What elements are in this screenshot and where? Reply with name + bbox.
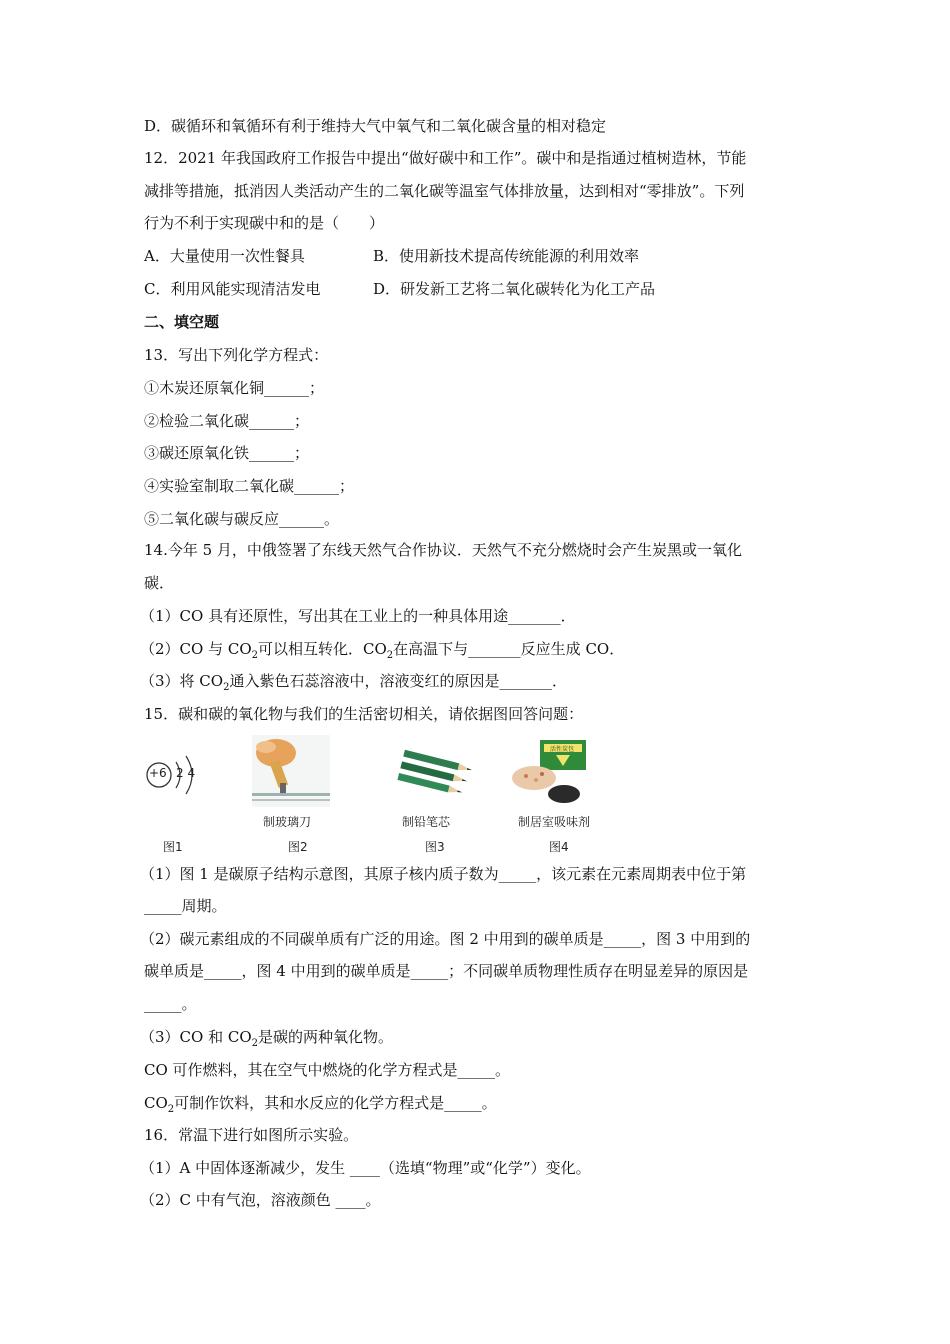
q16-stem: 16．常温下进行如图所示实验。 <box>144 1126 359 1144</box>
q12-option-d: D．研发新工艺将二氧化碳转化为化工产品 <box>373 280 656 298</box>
q15-stem: 15．碳和碳的氧化物与我们的生活密切相关，请依据图回答问题： <box>144 705 584 723</box>
figure4-caption: 制居室吸味剂 <box>518 815 591 829</box>
q12-stem-line1: 12．2021 年我国政府工作报告中提出“做好碳中和工作”。碳中和是指通过植树造林，节能 <box>144 149 747 167</box>
q12-option-b: B．使用新技术提高传统能源的利用效率 <box>373 247 640 265</box>
atom-shell-electrons: 2 4 <box>176 766 196 780</box>
q15-part1-line1: （1）图 1 是碳原子结构示意图，其原子核内质子数为_____，该元素在元素周期表中位于第 <box>140 865 747 883</box>
deodorizer-image <box>512 738 588 806</box>
figure3-caption: 制铅笔芯 <box>402 815 451 829</box>
q14-stem-line1: 14.今年 5 月，中俄签署了东线天然气合作协议．天然气不充分燃烧时会产生炭黑或一氧化 <box>144 541 742 559</box>
q14-part3: （3）将 $CO_2$通入紫色石蕊溶液中，溶液变红的原因是_______． <box>140 672 567 693</box>
figure4-label: 图4 <box>549 840 569 854</box>
figure2-caption: 制玻璃刀 <box>263 815 312 829</box>
q13-item: ②检验二氧化碳______； <box>144 412 310 430</box>
deodorizer-box-label: 活性炭包 <box>550 746 575 753</box>
q16-part1: （1）A 中固体逐渐减少，发生 ____（选填“物理”或“化学”）变化。 <box>140 1159 591 1177</box>
q14-part1: （1）CO 具有还原性，写出其在工业上的一种具体用途_______． <box>140 607 576 625</box>
q14-part2: （2）CO 与 $CO_2$可以相互转化．$CO_2$在高温下与_______反应生成 CO． <box>140 640 625 661</box>
q13-item: ④实验室制取二氧化碳______； <box>144 477 355 495</box>
q12-option-c: C．利用风能实现清洁发电 <box>144 280 321 298</box>
q15-figures <box>140 730 820 860</box>
q15-part3: （3）CO 和 $CO_2$是碳的两种氧化物。 <box>140 1028 394 1049</box>
q15-part2-line3: _____。 <box>144 995 197 1013</box>
q13-item: ③碳还原氧化铁______； <box>144 444 310 462</box>
q12-stem-line3: 行为不利于实现碳中和的是（ ） <box>144 214 385 232</box>
q12-option-a: A．大量使用一次性餐具 <box>144 247 305 265</box>
pencils-image <box>396 744 474 804</box>
figure2-label: 图2 <box>288 840 308 854</box>
q14-stem-line2: 碳． <box>144 574 175 592</box>
atom-nucleus-label: +6 <box>149 766 167 780</box>
carbon-atom-diagram <box>140 750 210 800</box>
section-title-fill-blank: 二、填空题 <box>144 313 220 331</box>
q15-co2-drink: $CO_2$可制作饮料，其和水反应的化学方程式是_____。 <box>144 1094 497 1115</box>
figure3-label: 图3 <box>425 840 445 854</box>
q16-part2: （2）C 中有气泡，溶液颜色 ____。 <box>140 1191 381 1209</box>
q15-part2-line2: 碳单质是_____，图 4 中用到的碳单质是_____；不同碳单质物理性质存在明显差异的原因是 <box>144 962 749 980</box>
q11-option-d: D．碳循环和氧循环有利于维持大气中氧气和二氧化碳含量的相对稳定 <box>144 117 607 135</box>
q15-part1-line2: _____周期。 <box>144 897 227 915</box>
q15-part2-line1: （2）碳元素组成的不同碳单质有广泛的用途。图 2 中用到的碳单质是_____，图 3 中用到的 <box>140 930 751 948</box>
q15-co-fuel: CO 可作燃料，其在空气中燃烧的化学方程式是_____。 <box>144 1061 511 1079</box>
glass-cutter-image <box>252 735 330 807</box>
q13-item: ①木炭还原氧化铜______； <box>144 379 325 397</box>
q13-stem: 13．写出下列化学方程式： <box>144 346 329 364</box>
q13-item: ⑤二氧化碳与碳反应______。 <box>144 510 340 528</box>
figure1-label: 图1 <box>163 840 183 854</box>
q12-stem-line2: 减排等措施，抵消因人类活动产生的二氧化碳等温室气体排放量，达到相对“零排放”。下列 <box>144 182 745 200</box>
